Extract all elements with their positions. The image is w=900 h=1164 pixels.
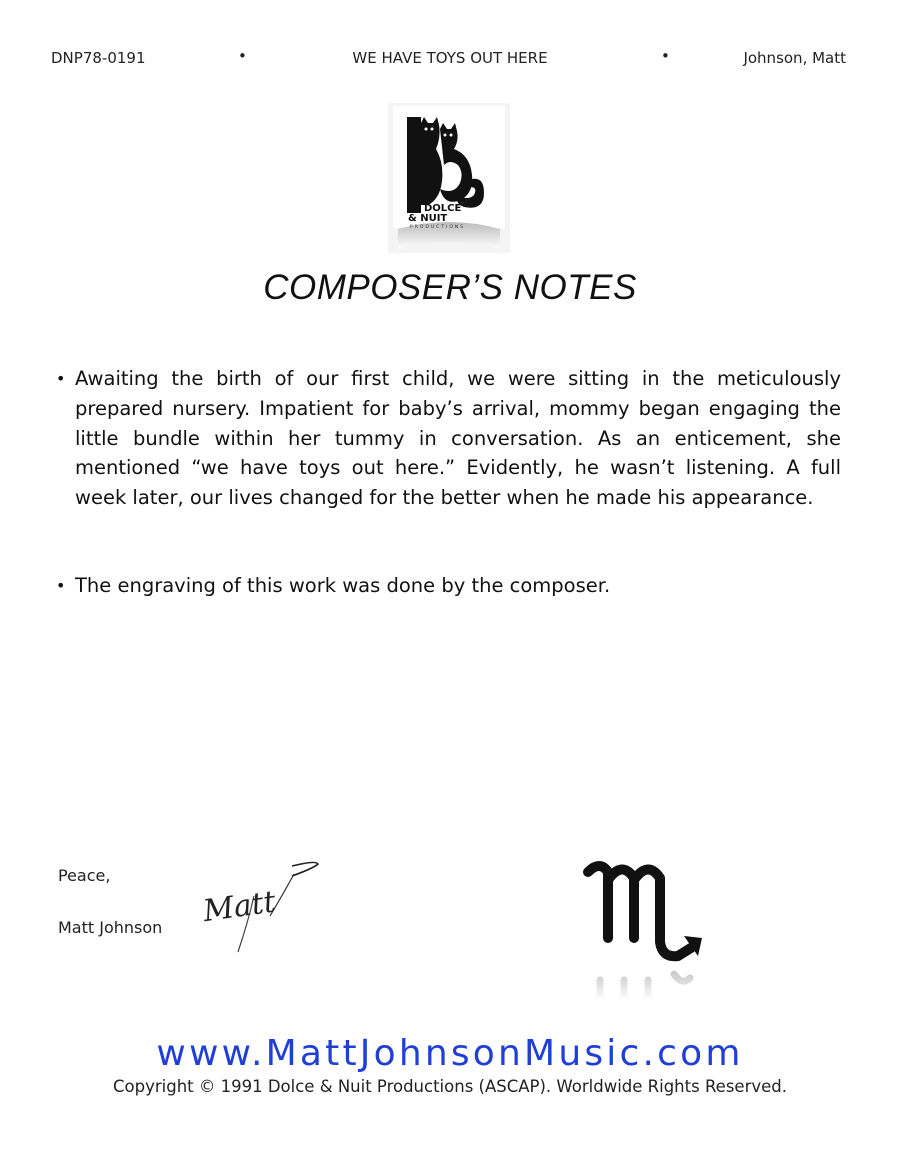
header-separator-left: • [238, 47, 247, 65]
website-link[interactable]: www.MattJohnsonMusic.com [156, 1033, 744, 1074]
signature-image [196, 852, 336, 972]
logo-text-productions: PRODUCTIONS [410, 225, 466, 230]
scorpio-symbol-icon [578, 850, 718, 1010]
logo-block [407, 117, 421, 213]
notes-list [56, 364, 841, 601]
composer-name: Johnson, Matt [743, 49, 846, 67]
logo-text-nuit: & NUIT [408, 213, 448, 224]
list-item [56, 364, 841, 513]
closing-text: Peace, [58, 866, 111, 885]
bullet-icon: • [56, 575, 66, 595]
note-text: Awaiting the birth of our first child, we were sitting in the meticulously prepared nursery. Impatient for baby’s arrival, mommy began engaging the little bundle within her tummy in conversation. As an enticement, she mentioned “we have toys out here.” Evidently, he wasn’t listening. A full week later, our lives changed for the better when he made his appearance. [75, 367, 841, 510]
bullet-icon: • [56, 369, 66, 388]
dolce-nuit-logo [388, 103, 510, 253]
logo-text-dolce: DOLCE [424, 203, 462, 214]
svg-text:Matt: Matt [201, 884, 278, 930]
signer-name: Matt Johnson [58, 918, 163, 937]
header-separator-right: • [661, 47, 670, 65]
page-title: COMPOSER’S NOTES [263, 268, 637, 307]
list-item [56, 571, 841, 601]
catalog-code: DNP78-0191 [51, 49, 146, 67]
note-text: The engraving of this work was done by the composer. [75, 573, 611, 597]
song-title: WE HAVE TOYS OUT HERE [352, 49, 548, 67]
copyright-notice: Copyright © 1991 Dolce & Nuit Productions (ASCAP). Worldwide Rights Reserved. [113, 1077, 787, 1096]
